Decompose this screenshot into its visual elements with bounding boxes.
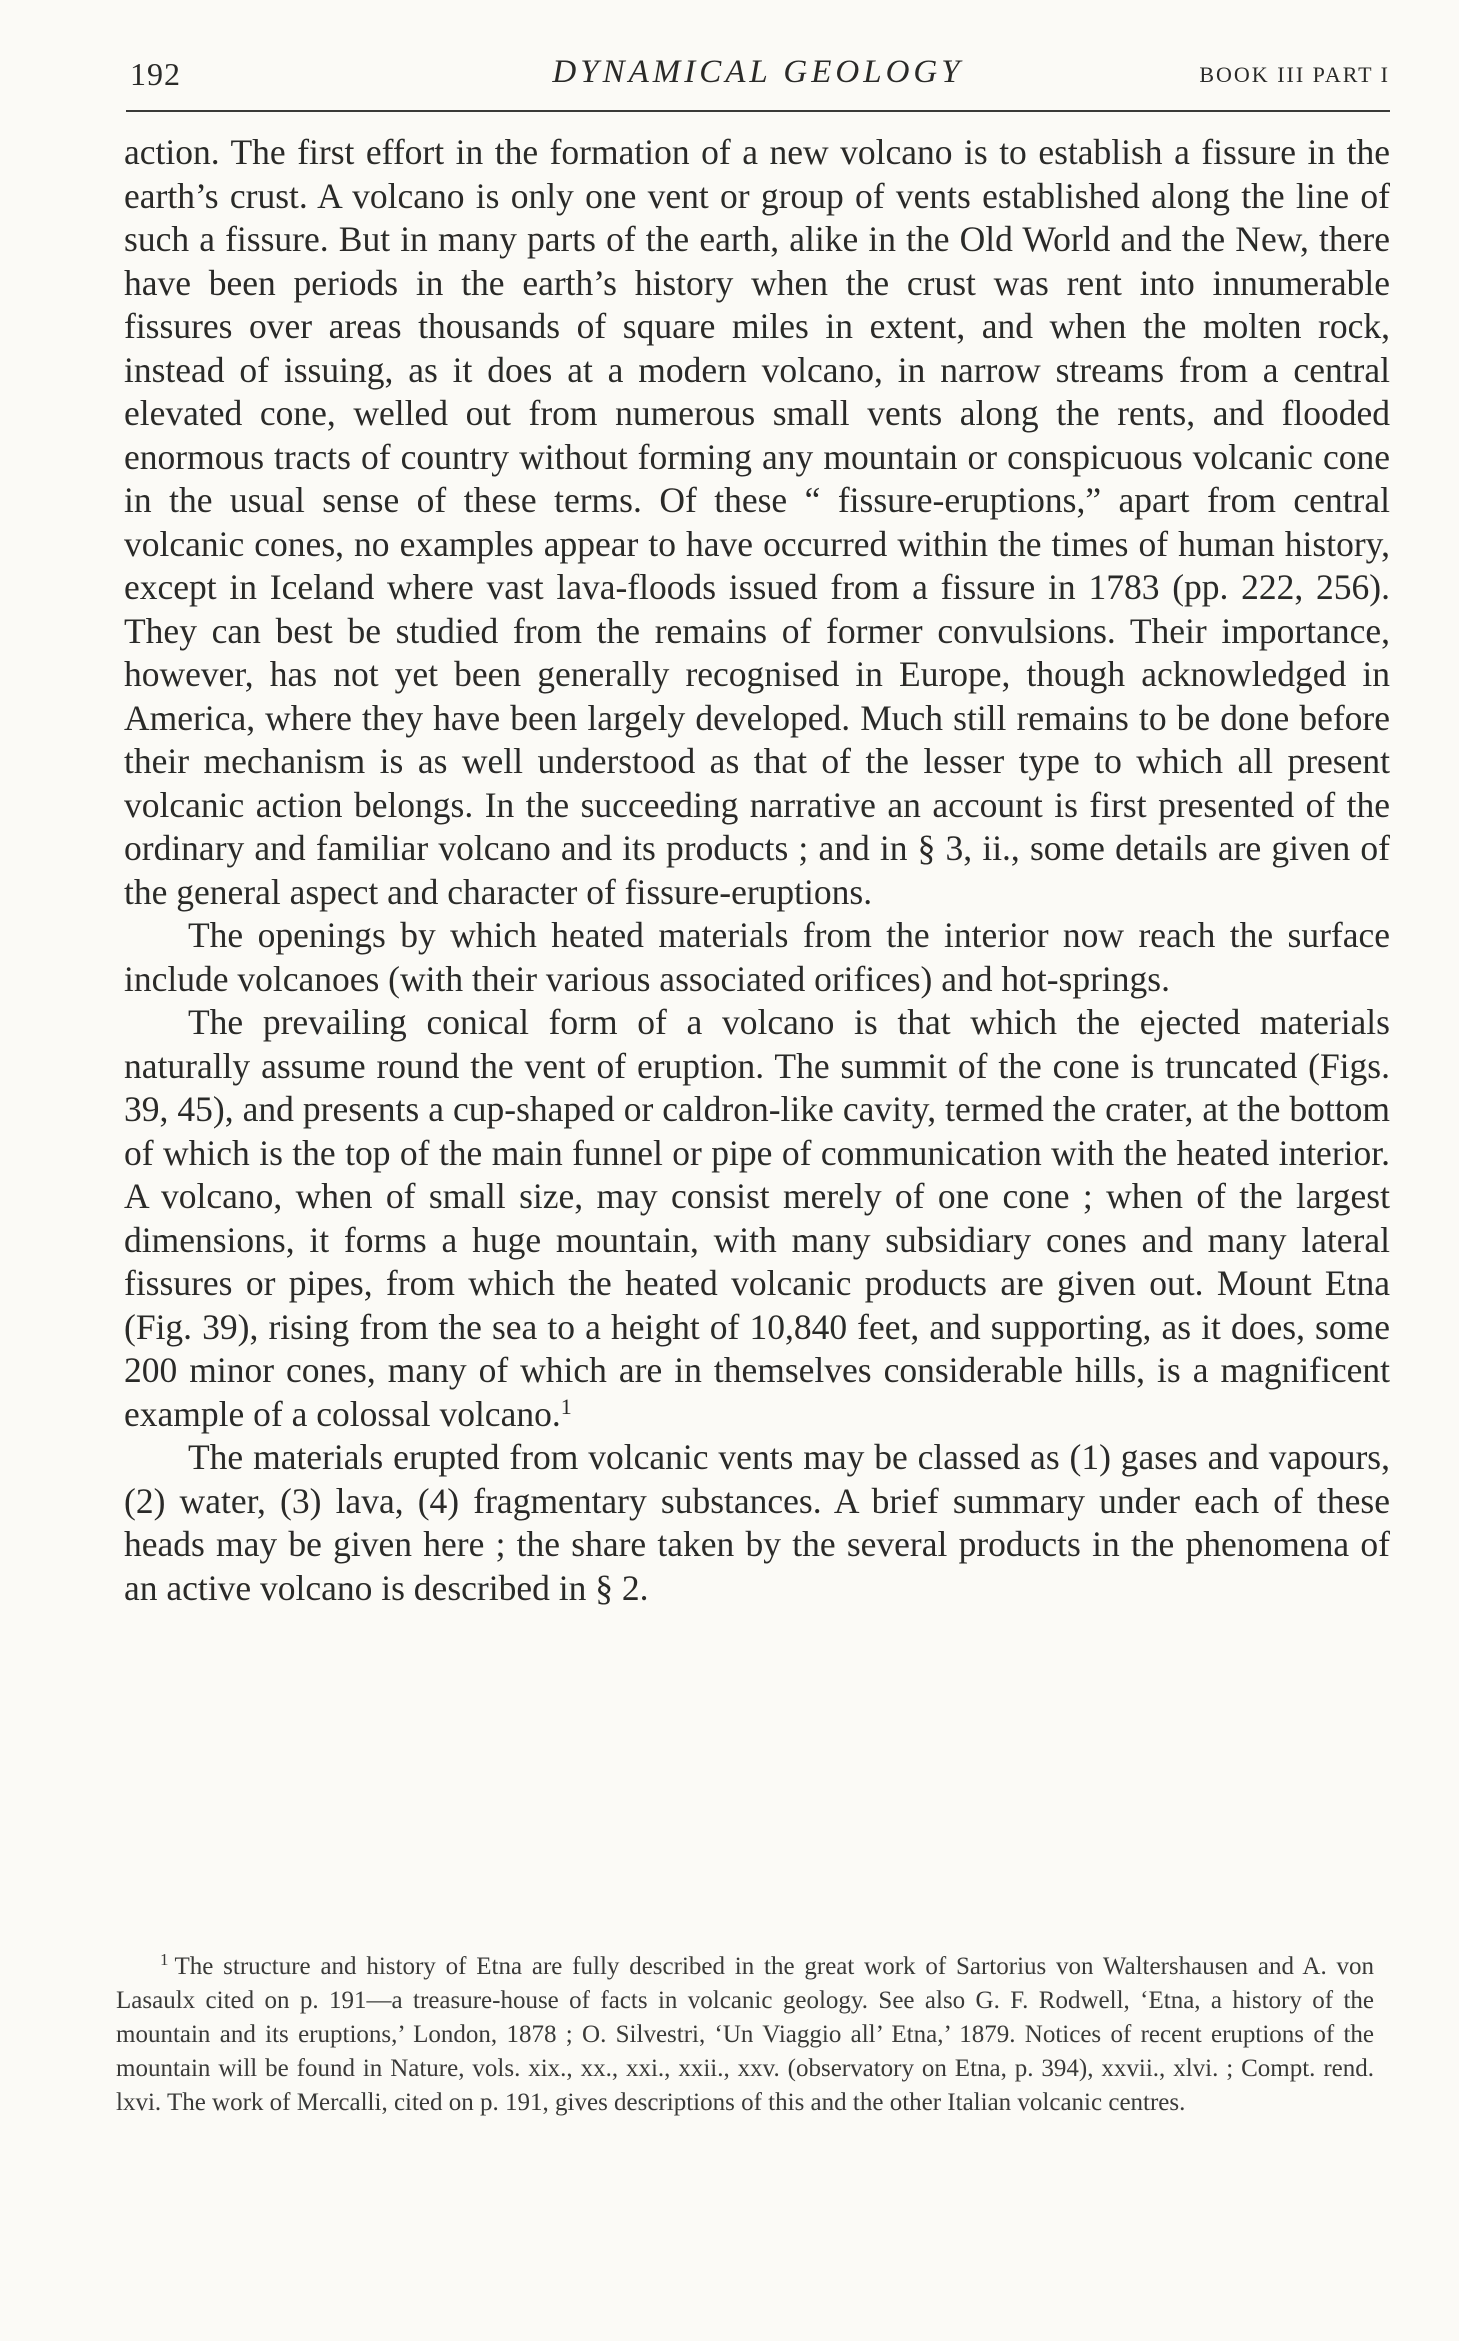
footnote-mark: 1	[160, 1950, 169, 1969]
book-part-label: BOOK III PART I	[1199, 62, 1390, 87]
footnotes	[116, 1950, 1374, 2120]
footnote	[116, 1950, 1374, 2120]
paragraph: The openings by which heated materials from the interior now reach the surface include volcanoes (with their various associated orifices) and hot-springs.	[124, 915, 1390, 999]
paragraph: action. The first effort in the formation of a new volcano is to establish a fissure in the earth’s crust. A volcano is only one vent or group of vents established along the line of such a fissure. But in many parts of the earth, alike in the Old World and the New, there have been periods in the earth’s history when the crust was rent into innumerable fissures over areas thousands of square miles in extent, and when the molten rock, instead of issuing, as it does at a modern volcano, in narrow streams from a central elevated cone, welled out from numerous small vents along the rents, and flooded enormous tracts of country without forming any mountain or conspicuous volcanic cone in the usual sense of these terms. Of these “ fissure-eruptions,” apart from central volcanic cones, no examples appear to have occurred within the times of human history, except in Iceland where vast lava-floods issued from a fissure in 1783 (pp. 222, 256). They can best be studied from the remains of former convulsions. Their importance, however, has not yet been generally recognised in Europe, though acknowledged in America, where they have been largely developed. Much still remains to be done before their mechanism is as well understood as that of the lesser type to which all present volcanic action belongs. In the succeeding narrative an account is first presented of the ordinary and familiar volcano and its products ; and in § 3, ii., some details are given of the general aspect and character of fissure-eruptions.	[124, 132, 1390, 912]
paragraph	[124, 1001, 1390, 1436]
running-title: DYNAMICAL GEOLOGY	[552, 54, 964, 90]
paragraph-text: The prevailing conical form of a volcano is that which the ejected materials naturally assume round the vent of eruption. The summit of the cone is truncated (Figs. 39, 45), and presents a cup-shaped or caldron-like cavity, termed the crater, at the bottom of which is the top of the main funnel or pipe of communication with the heated interior. A volcano, when of small size, may consist merely of one cone ; when of the largest dimensions, it forms a huge mountain, with many subsidiary cones and many lateral fissures or pipes, from which the heated volcanic products are given out. Mount Etna (Fig. 39), rising from the sea to a height of 10,840 feet, and supporting, as it does, some 200 minor cones, many of which are in themselves considerable hills, is a magnificent example of a colossal volcano.	[124, 1002, 1390, 1434]
page-number: 192	[130, 56, 181, 92]
running-header	[126, 50, 1390, 100]
footnote-reference: 1	[560, 1393, 572, 1419]
header-rule	[126, 110, 1390, 112]
paragraph: The materials erupted from volcanic vents may be classed as (1) gases and vapours, (2) water, (3) lava, (4) fragmentary substances. A brief summary under each of these heads may be given here ; the share taken by the several products in the phenomena of an active volcano is described in § 2.	[124, 1437, 1390, 1608]
footnote-text: The structure and history of Etna are fully described in the great work of Sartorius von Waltershausen and A. von Lasaulx cited on p. 191—a treasure-house of facts in volcanic geology. See also G. F. Rodwell, ‘Etna, a history of the mountain and its eruptions,’ London, 1878 ; O. Silvestri, ‘Un Viaggio all’ Etna,’ 1879. Notices of recent eruptions of the mountain will be found in Nature, vols. xix., xx., xxi., xxii., xxv. (observatory on Etna, p. 394), xxvii., xlvi. ; Compt. rend. lxvi. The work of Mercalli, cited on p. 191, gives descriptions of this and the other Italian volcanic centres.	[116, 1953, 1374, 2116]
main-text	[124, 131, 1390, 1610]
